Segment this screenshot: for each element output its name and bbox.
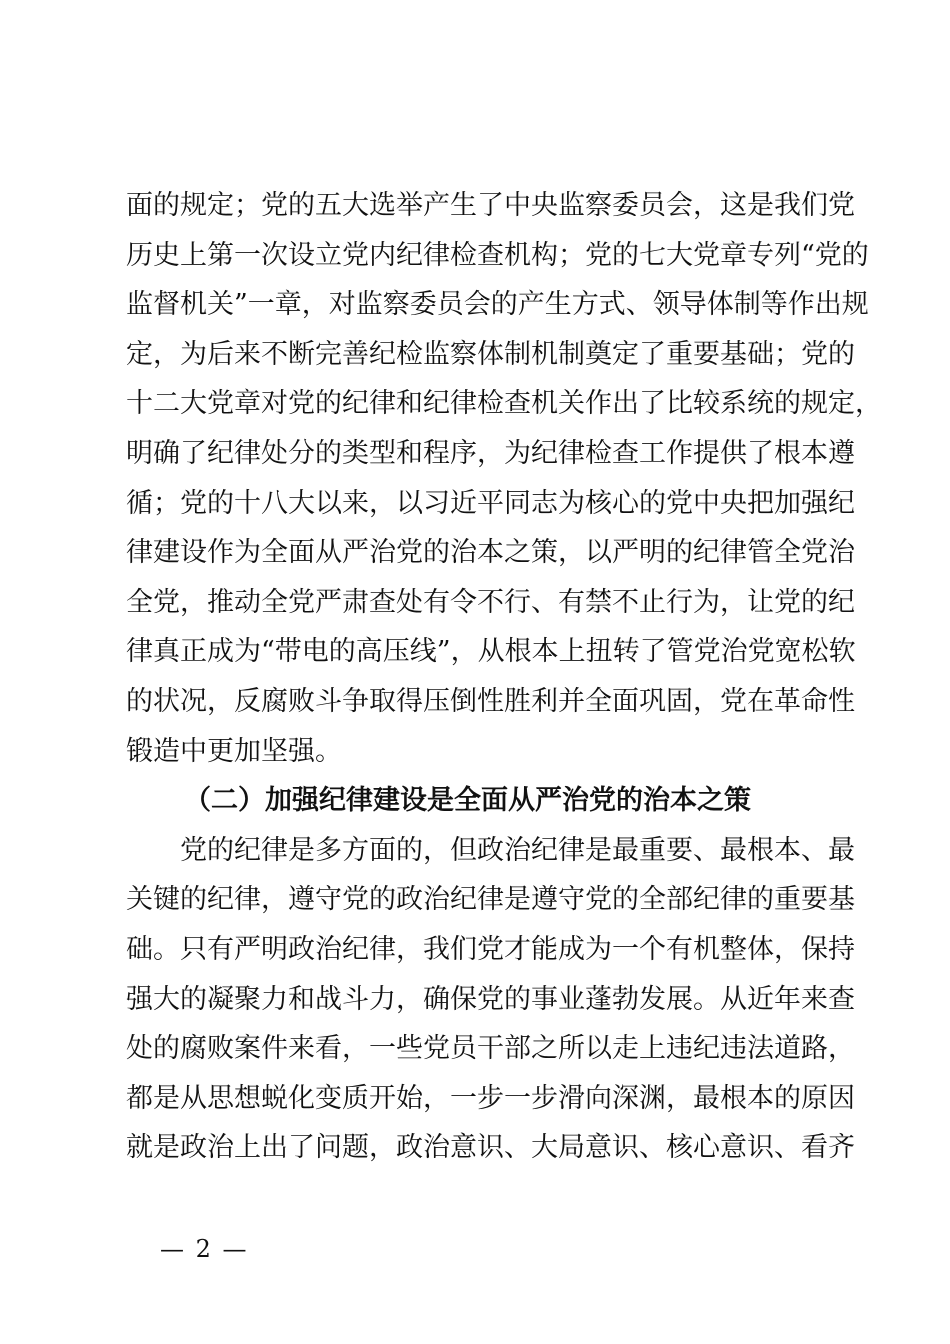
paragraph-1-line: 全党，推动全党严肃查处有令不行、有禁不止行为，让党的纪 (126, 586, 855, 618)
paragraph-1-line: 十二大党章对党的纪律和纪律检查机关作出了比较系统的规定， (126, 388, 882, 420)
paragraph-2-line: 础。只有严明政治纪律，我们党才能成为一个有机整体，保持 (126, 933, 855, 965)
paragraph-1-line: 循；党的十八大以来，以习近平同志为核心的党中央把加强纪 (126, 487, 855, 519)
paragraph-2-line: 处的腐败案件来看，一些党员干部之所以走上违纪违法道路， (126, 1033, 855, 1065)
paragraph-1-line: 锻造中更加坚强。 (126, 735, 342, 767)
paragraph-2-line: 党的纪律是多方面的，但政治纪律是最重要、最根本、最 (180, 834, 855, 866)
paragraph-1-line: 面的规定；党的五大选举产生了中央监察委员会，这是我们党 (126, 190, 855, 221)
paragraph-2-line: 都是从思想蜕化变质开始，一步一步滑向深渊，最根本的原因 (126, 1082, 855, 1114)
paragraph-1-line: 律建设作为全面从严治党的治本之策，以严明的纪律管全党治 (126, 537, 855, 569)
paragraph-1-line: 历史上第一次设立党内纪律检查机构；党的七大党章专列“党的 (126, 239, 869, 271)
page-number: — 2 — (160, 1235, 249, 1263)
paragraph-2-line: 关键的纪律，遵守党的政治纪律是遵守党的全部纪律的重要基 (126, 884, 855, 916)
document-body (126, 181, 882, 1173)
paragraph-1-line: 的状况，反腐败斗争取得压倒性胜利并全面巩固，党在革命性 (126, 685, 855, 717)
paragraph-1-line: 律真正成为“带电的高压线”，从根本上扭转了管党治党宽松软 (126, 636, 856, 668)
paragraph-1-line: 定，为后来不断完善纪检监察体制机制奠定了重要基础；党的 (126, 338, 855, 370)
paragraph-1-line: 明确了纪律处分的类型和程序，为纪律检查工作提供了根本遵 (126, 437, 855, 469)
paragraph-1-line: 监督机关”一章，对监察委员会的产生方式、领导体制等作出规 (126, 289, 869, 321)
section-heading: （二）加强纪律建设是全面从严治党的治本之策 (184, 785, 751, 817)
paragraph-2-line: 就是政治上出了问题，政治意识、大局意识、核心意识、看齐 (126, 1132, 855, 1164)
paragraph-2-line: 强大的凝聚力和战斗力，确保党的事业蓬勃发展。从近年来查 (126, 983, 855, 1015)
